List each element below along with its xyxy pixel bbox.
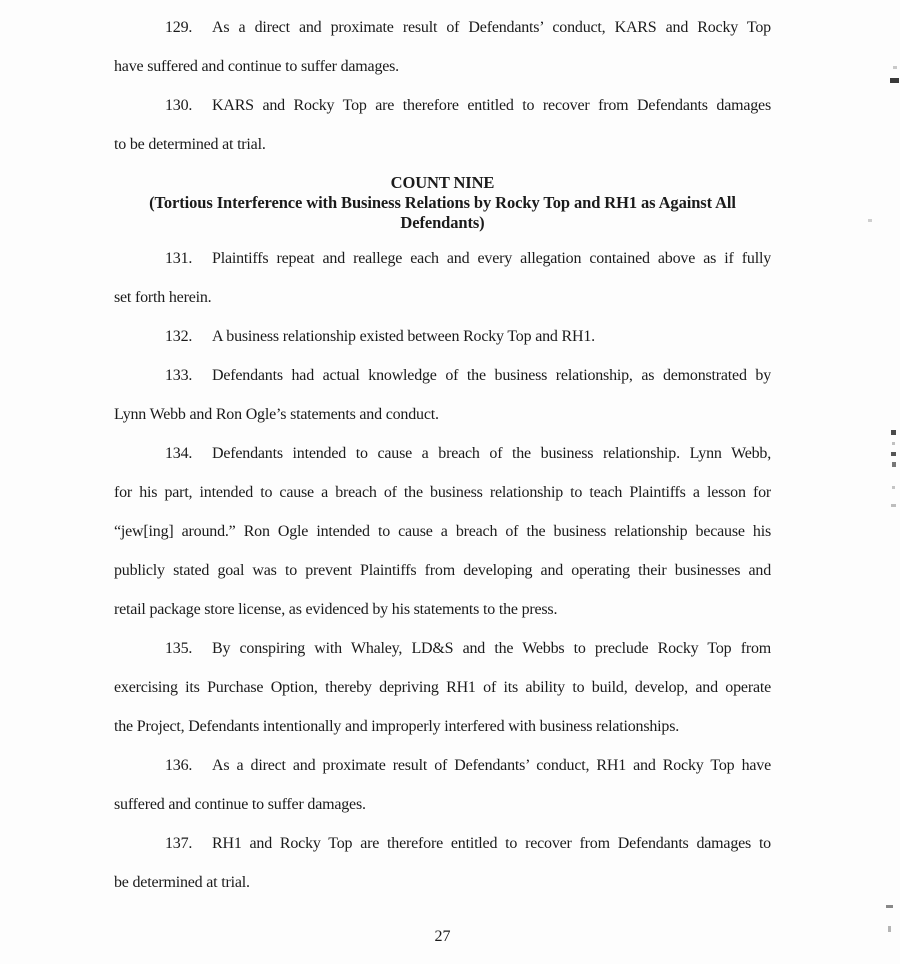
paragraph-line (114, 86, 771, 125)
paragraph-line (114, 239, 771, 278)
paragraph-number: 132. (165, 328, 193, 345)
paragraph-line: have suffered and continue to suffer damages. (114, 58, 399, 75)
paragraph-line: publicly stated goal was to prevent Plaintiffs from developing and operating their businesses and (114, 562, 771, 579)
count-heading (114, 173, 771, 233)
paragraph-line (114, 317, 771, 356)
scan-artifact (888, 926, 891, 932)
paragraph-line: “jew[ing] around.” Ron Ogle intended to cause a breach of the business relationship because his (114, 523, 771, 540)
scan-artifact (891, 430, 896, 435)
heading-line: COUNT NINE (390, 173, 495, 192)
heading-line: Defendants) (400, 213, 485, 232)
paragraph-line (114, 746, 771, 785)
paragraph-line (114, 8, 771, 47)
paragraph-number: 131. (165, 250, 193, 267)
scan-artifact (886, 905, 893, 908)
page-number: 27 (434, 928, 451, 945)
scan-artifact (892, 486, 895, 489)
heading-line: (Tortious Interference with Business Relations by Rocky Top and RH1 as Against All (149, 193, 736, 212)
paragraph-number: 136. (165, 757, 193, 774)
scan-artifact (892, 462, 896, 467)
paragraph-line (114, 356, 771, 395)
paragraph-number: 129. (165, 19, 193, 36)
paragraph-number: 137. (165, 835, 193, 852)
paragraph-line: for his part, intended to cause a breach of the business relationship to teach Plaintiffs a lesson for (114, 484, 771, 501)
paragraph-line: to be determined at trial. (114, 136, 266, 153)
paragraph-text: KARS and Rocky Top are therefore entitled to recover from Defendants damages (212, 97, 771, 114)
paragraph-text: Defendants intended to cause a breach of the business relationship. Lynn Webb, (212, 445, 771, 462)
paragraph-text: Defendants had actual knowledge of the business relationship, as demonstrated by (212, 367, 771, 384)
paragraph-text: By conspiring with Whaley, LD&S and the Webbs to preclude Rocky Top from (212, 640, 771, 657)
scan-artifact (891, 452, 896, 456)
paragraph-line (114, 434, 771, 473)
paragraph-line: the Project, Defendants intentionally and improperly interfered with business relationships. (114, 718, 680, 735)
paragraph-line: suffered and continue to suffer damages. (114, 796, 366, 813)
paragraph-line (114, 629, 771, 668)
text-column (114, 8, 771, 902)
paragraph-line: exercising its Purchase Option, thereby depriving RH1 of its ability to build, develop, and operate (114, 679, 771, 696)
paragraph-line: Lynn Webb and Ron Ogle’s statements and conduct. (114, 406, 439, 423)
paragraph-text: RH1 and Rocky Top are therefore entitled to recover from Defendants damages to (212, 835, 771, 852)
paragraph-line (114, 824, 771, 863)
scan-artifact (890, 78, 899, 83)
paragraph-text: As a direct and proximate result of Defendants’ conduct, RH1 and Rocky Top have (212, 757, 771, 774)
paragraph-number: 135. (165, 640, 193, 657)
paragraph-number: 134. (165, 445, 193, 462)
paragraph-number: 130. (165, 97, 193, 114)
scan-artifact (891, 504, 896, 507)
paragraph-text: Plaintiffs repeat and reallege each and every allegation contained above as if fully (212, 250, 771, 267)
paragraph-line: be determined at trial. (114, 874, 250, 891)
paragraph-text: A business relationship existed between Rocky Top and RH1. (212, 328, 595, 345)
paragraph-text: As a direct and proximate result of Defendants’ conduct, KARS and Rocky Top (212, 19, 771, 36)
scan-artifact (892, 442, 895, 445)
scan-artifact (893, 66, 897, 69)
paragraph-number: 133. (165, 367, 193, 384)
paragraph-line: retail package store license, as evidenced by his statements to the press. (114, 601, 558, 618)
scan-artifact (868, 219, 872, 222)
paragraph-line: set forth herein. (114, 289, 212, 306)
